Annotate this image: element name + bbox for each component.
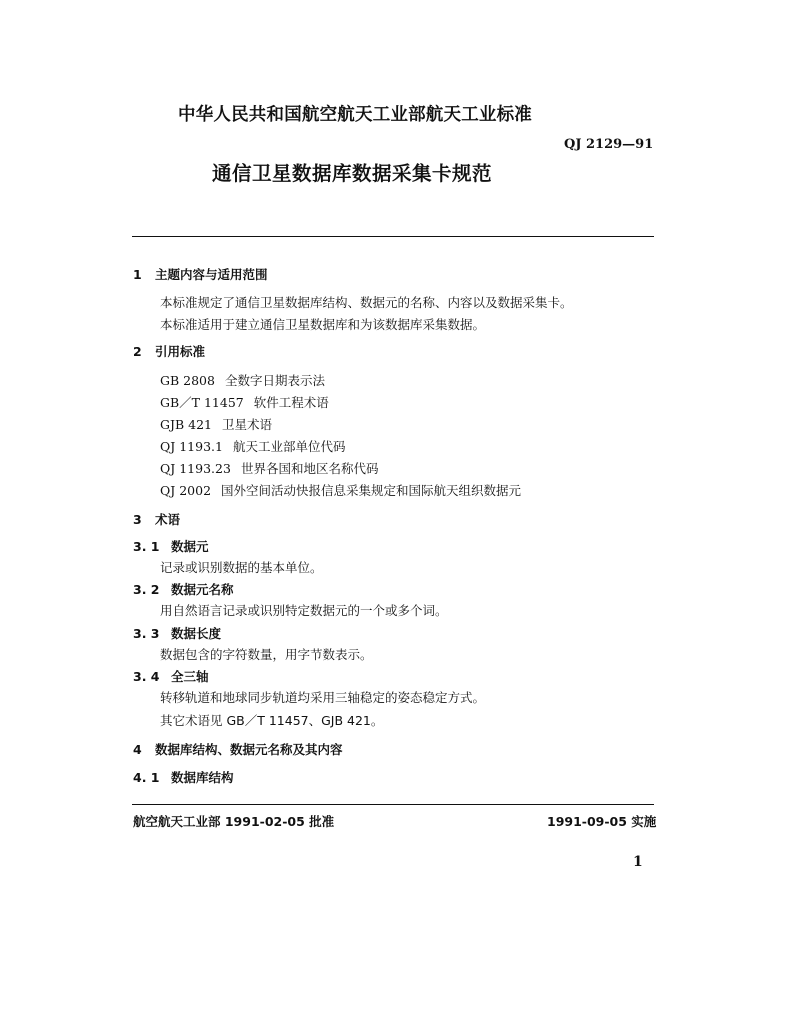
ministry-standard-heading: 中华人民共和国航空航天工业部航天工业标准 <box>178 105 532 125</box>
subsection-text: 转移轨道和地球同步轨道均采用三轴稳定的姿态稳定方式。 <box>160 690 486 705</box>
section-3-heading: 3 术语 <box>133 512 181 527</box>
section-1-paragraph-1: 本标准规定了通信卫星数据库结构、数据元的名称、内容以及数据采集卡。 <box>160 295 573 310</box>
effective-date: 1991-09-05 实施 <box>547 814 657 829</box>
subsection-heading: 4. 1 数据库结构 <box>133 770 234 785</box>
subsection-heading: 3. 1 数据元 <box>133 539 209 554</box>
page-number: 1 <box>633 854 643 870</box>
section-1-paragraph-2: 本标准适用于建立通信卫星数据库和为该数据库采集数据。 <box>160 317 486 332</box>
reference-item: GJB 421 卫星术语 <box>160 417 273 432</box>
reference-item: QJ 1193.23 世界各国和地区名称代码 <box>160 461 379 476</box>
reference-item: GB 2808 全数字日期表示法 <box>160 373 325 388</box>
section-1-heading: 1 主题内容与适用范围 <box>133 267 268 282</box>
other-terms-note: 其它术语见 GB／T 11457、GJB 421。 <box>160 713 384 728</box>
section-2-heading: 2 引用标准 <box>133 344 206 359</box>
subsection-heading: 3. 3 数据长度 <box>133 626 222 641</box>
subsection-text: 记录或识别数据的基本单位。 <box>160 560 323 575</box>
subsection-heading: 3. 4 全三轴 <box>133 669 209 684</box>
subsection-heading: 3. 2 数据元名称 <box>133 582 234 597</box>
reference-item: QJ 1193.1 航天工业部单位代码 <box>160 439 346 454</box>
subsection-text: 数据包含的字符数量，用字节数表示。 <box>160 647 373 662</box>
reference-item: GB／T 11457 软件工程术语 <box>160 395 329 410</box>
header-rule <box>132 236 654 237</box>
document-title: 通信卫星数据库数据采集卡规范 <box>212 162 493 185</box>
subsection-text: 用自然语言记录或识别特定数据元的一个或多个词。 <box>160 603 448 618</box>
approval-date: 航空航天工业部 1991-02-05 批准 <box>133 814 335 829</box>
footer-rule <box>132 804 654 805</box>
reference-item: QJ 2002 国外空间活动快报信息采集规定和国际航天组织数据元 <box>160 483 522 498</box>
standard-code: QJ 2129—91 <box>564 137 654 152</box>
section-4-heading: 4 数据库结构、数据元名称及其内容 <box>133 742 343 757</box>
